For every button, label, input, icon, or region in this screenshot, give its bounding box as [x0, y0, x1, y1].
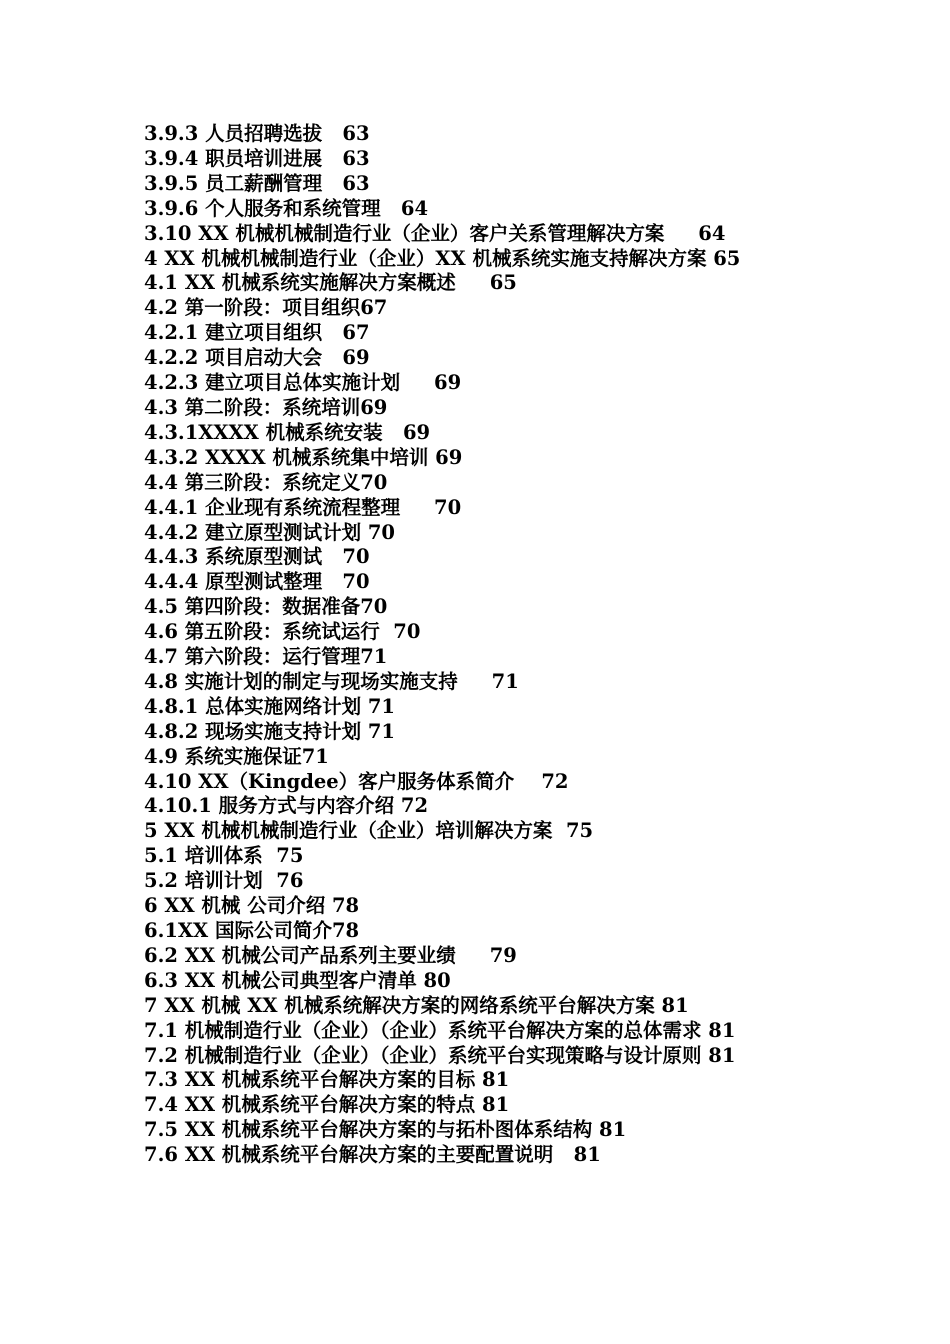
toc-entry-text: 7.4 XX 机械系统平台解决方案的特点 81 — [144, 1093, 510, 1117]
toc-entry — [144, 197, 810, 222]
toc-entry — [144, 545, 810, 570]
toc-entry — [144, 1019, 810, 1044]
toc-entry-text: 5.2 培训计划 76 — [144, 869, 304, 893]
toc-entry — [144, 969, 810, 994]
toc-entry — [144, 296, 810, 321]
toc-entry-text: 7.2 机械制造行业（企业）（企业）系统平台实现策略与设计原则 81 — [144, 1043, 736, 1067]
table-of-contents — [144, 122, 810, 1168]
toc-entry — [144, 1118, 810, 1143]
toc-entry-text: 4.4 第三阶段：系统定义70 — [144, 470, 388, 494]
toc-entry-text: 6.2 XX 机械公司产品系列主要业绩 79 — [144, 943, 517, 967]
toc-entry-text: 4.2.2 项目启动大会 69 — [144, 346, 370, 370]
toc-entry-text: 6.1XX 国际公司简介78 — [144, 919, 360, 942]
toc-entry — [144, 1093, 810, 1118]
toc-entry-text: 3.10 XX 机械机械制造行业（企业）客户关系管理解决方案 64 — [144, 221, 726, 245]
toc-entry-text: 4 XX 机械机械制造行业（企业）XX 机械系统实施支持解决方案 65 — [144, 246, 741, 270]
toc-entry-text: 4.5 第四阶段：数据准备70 — [144, 595, 388, 619]
toc-entry — [144, 919, 810, 944]
toc-entry-text: 3.9.3 人员招聘选拔 63 — [144, 122, 370, 145]
toc-entry — [144, 695, 810, 720]
toc-entry — [144, 595, 810, 620]
toc-entry-text: 4.7 第六阶段：运行管理71 — [144, 645, 388, 669]
toc-entry-text: 5 XX 机械机械制造行业（企业）培训解决方案 75 — [144, 819, 594, 843]
toc-entry — [144, 869, 810, 894]
toc-entry — [144, 371, 810, 396]
toc-entry-text: 4.4.2 建立原型测试计划 70 — [144, 520, 395, 544]
toc-entry-text: 5.1 培训体系 75 — [144, 844, 304, 868]
toc-entry-text: 3.9.4 职员培训进展 63 — [144, 146, 370, 170]
toc-entry-text: 4.3.1XXXX 机械系统安装 69 — [144, 420, 431, 444]
toc-entry — [144, 770, 810, 795]
toc-entry — [144, 819, 810, 844]
toc-entry — [144, 1068, 810, 1093]
toc-entry — [144, 844, 810, 869]
toc-entry-text: 4.4.4 原型测试整理 70 — [144, 570, 370, 594]
toc-entry — [144, 147, 810, 172]
toc-entry — [144, 745, 810, 770]
toc-entry — [144, 894, 810, 919]
toc-entry-text: 4.4.3 系统原型测试 70 — [144, 545, 370, 569]
toc-entry-text: 4.3.2 XXXX 机械系统集中培训 69 — [144, 445, 463, 469]
toc-entry-text: 4.3 第二阶段：系统培训69 — [144, 395, 388, 419]
toc-entry-text: 4.10 XX（Kingdee）客户服务体系简介 72 — [144, 769, 569, 793]
toc-entry — [144, 521, 810, 546]
toc-entry — [144, 122, 810, 147]
toc-entry-text: 4.2 第一阶段：项目组织67 — [144, 296, 388, 320]
toc-entry — [144, 670, 810, 695]
toc-entry — [144, 471, 810, 496]
toc-entry — [144, 321, 810, 346]
toc-entry — [144, 222, 810, 247]
toc-entry-text: 4.8.1 总体实施网络计划 71 — [144, 694, 395, 718]
toc-entry-text: 3.9.5 员工薪酬管理 63 — [144, 171, 370, 195]
toc-entry-text: 7.6 XX 机械系统平台解决方案的主要配置说明 81 — [144, 1143, 601, 1167]
toc-entry — [144, 421, 810, 446]
toc-entry-text: 7.3 XX 机械系统平台解决方案的目标 81 — [144, 1068, 510, 1092]
toc-entry — [144, 446, 810, 471]
toc-entry-text: 4.8.2 现场实施支持计划 71 — [144, 719, 395, 743]
toc-entry — [144, 720, 810, 745]
toc-entry — [144, 994, 810, 1019]
toc-entry-text: 4.4.1 企业现有系统流程整理 70 — [144, 495, 462, 519]
toc-entry — [144, 496, 810, 521]
toc-entry — [144, 944, 810, 969]
toc-entry — [144, 620, 810, 645]
toc-entry — [144, 346, 810, 371]
toc-entry-text: 7.5 XX 机械系统平台解决方案的与拓朴图体系结构 81 — [144, 1118, 627, 1142]
toc-entry — [144, 396, 810, 421]
toc-entry-text: 7 XX 机械 XX 机械系统解决方案的网络系统平台解决方案 81 — [144, 993, 689, 1017]
toc-entry-text: 4.2.3 建立项目总体实施计划 69 — [144, 371, 462, 395]
toc-entry-text: 4.1 XX 机械系统实施解决方案概述 65 — [144, 271, 517, 295]
toc-entry — [144, 1044, 810, 1069]
toc-entry-text: 6 XX 机械 公司介绍 78 — [144, 894, 360, 918]
toc-entry — [144, 570, 810, 595]
toc-entry — [144, 247, 810, 272]
toc-entry-text: 3.9.6 个人服务和系统管理 64 — [144, 196, 429, 220]
toc-entry-text: 6.3 XX 机械公司典型客户清单 80 — [144, 968, 451, 992]
toc-entry-text: 4.6 第五阶段：系统试运行 70 — [144, 620, 421, 644]
toc-entry-text: 4.10.1 服务方式与内容介绍 72 — [144, 794, 429, 818]
toc-entry-text: 4.9 系统实施保证71 — [144, 744, 329, 768]
toc-entry — [144, 645, 810, 670]
toc-entry — [144, 172, 810, 197]
toc-entry-text: 4.2.1 建立项目组织 67 — [144, 321, 370, 345]
toc-entry — [144, 794, 810, 819]
toc-entry — [144, 1143, 810, 1168]
toc-entry — [144, 271, 810, 296]
toc-entry-text: 4.8 实施计划的制定与现场实施支持 71 — [144, 669, 519, 693]
toc-entry-text: 7.1 机械制造行业（企业）（企业）系统平台解决方案的总体需求 81 — [144, 1018, 736, 1042]
